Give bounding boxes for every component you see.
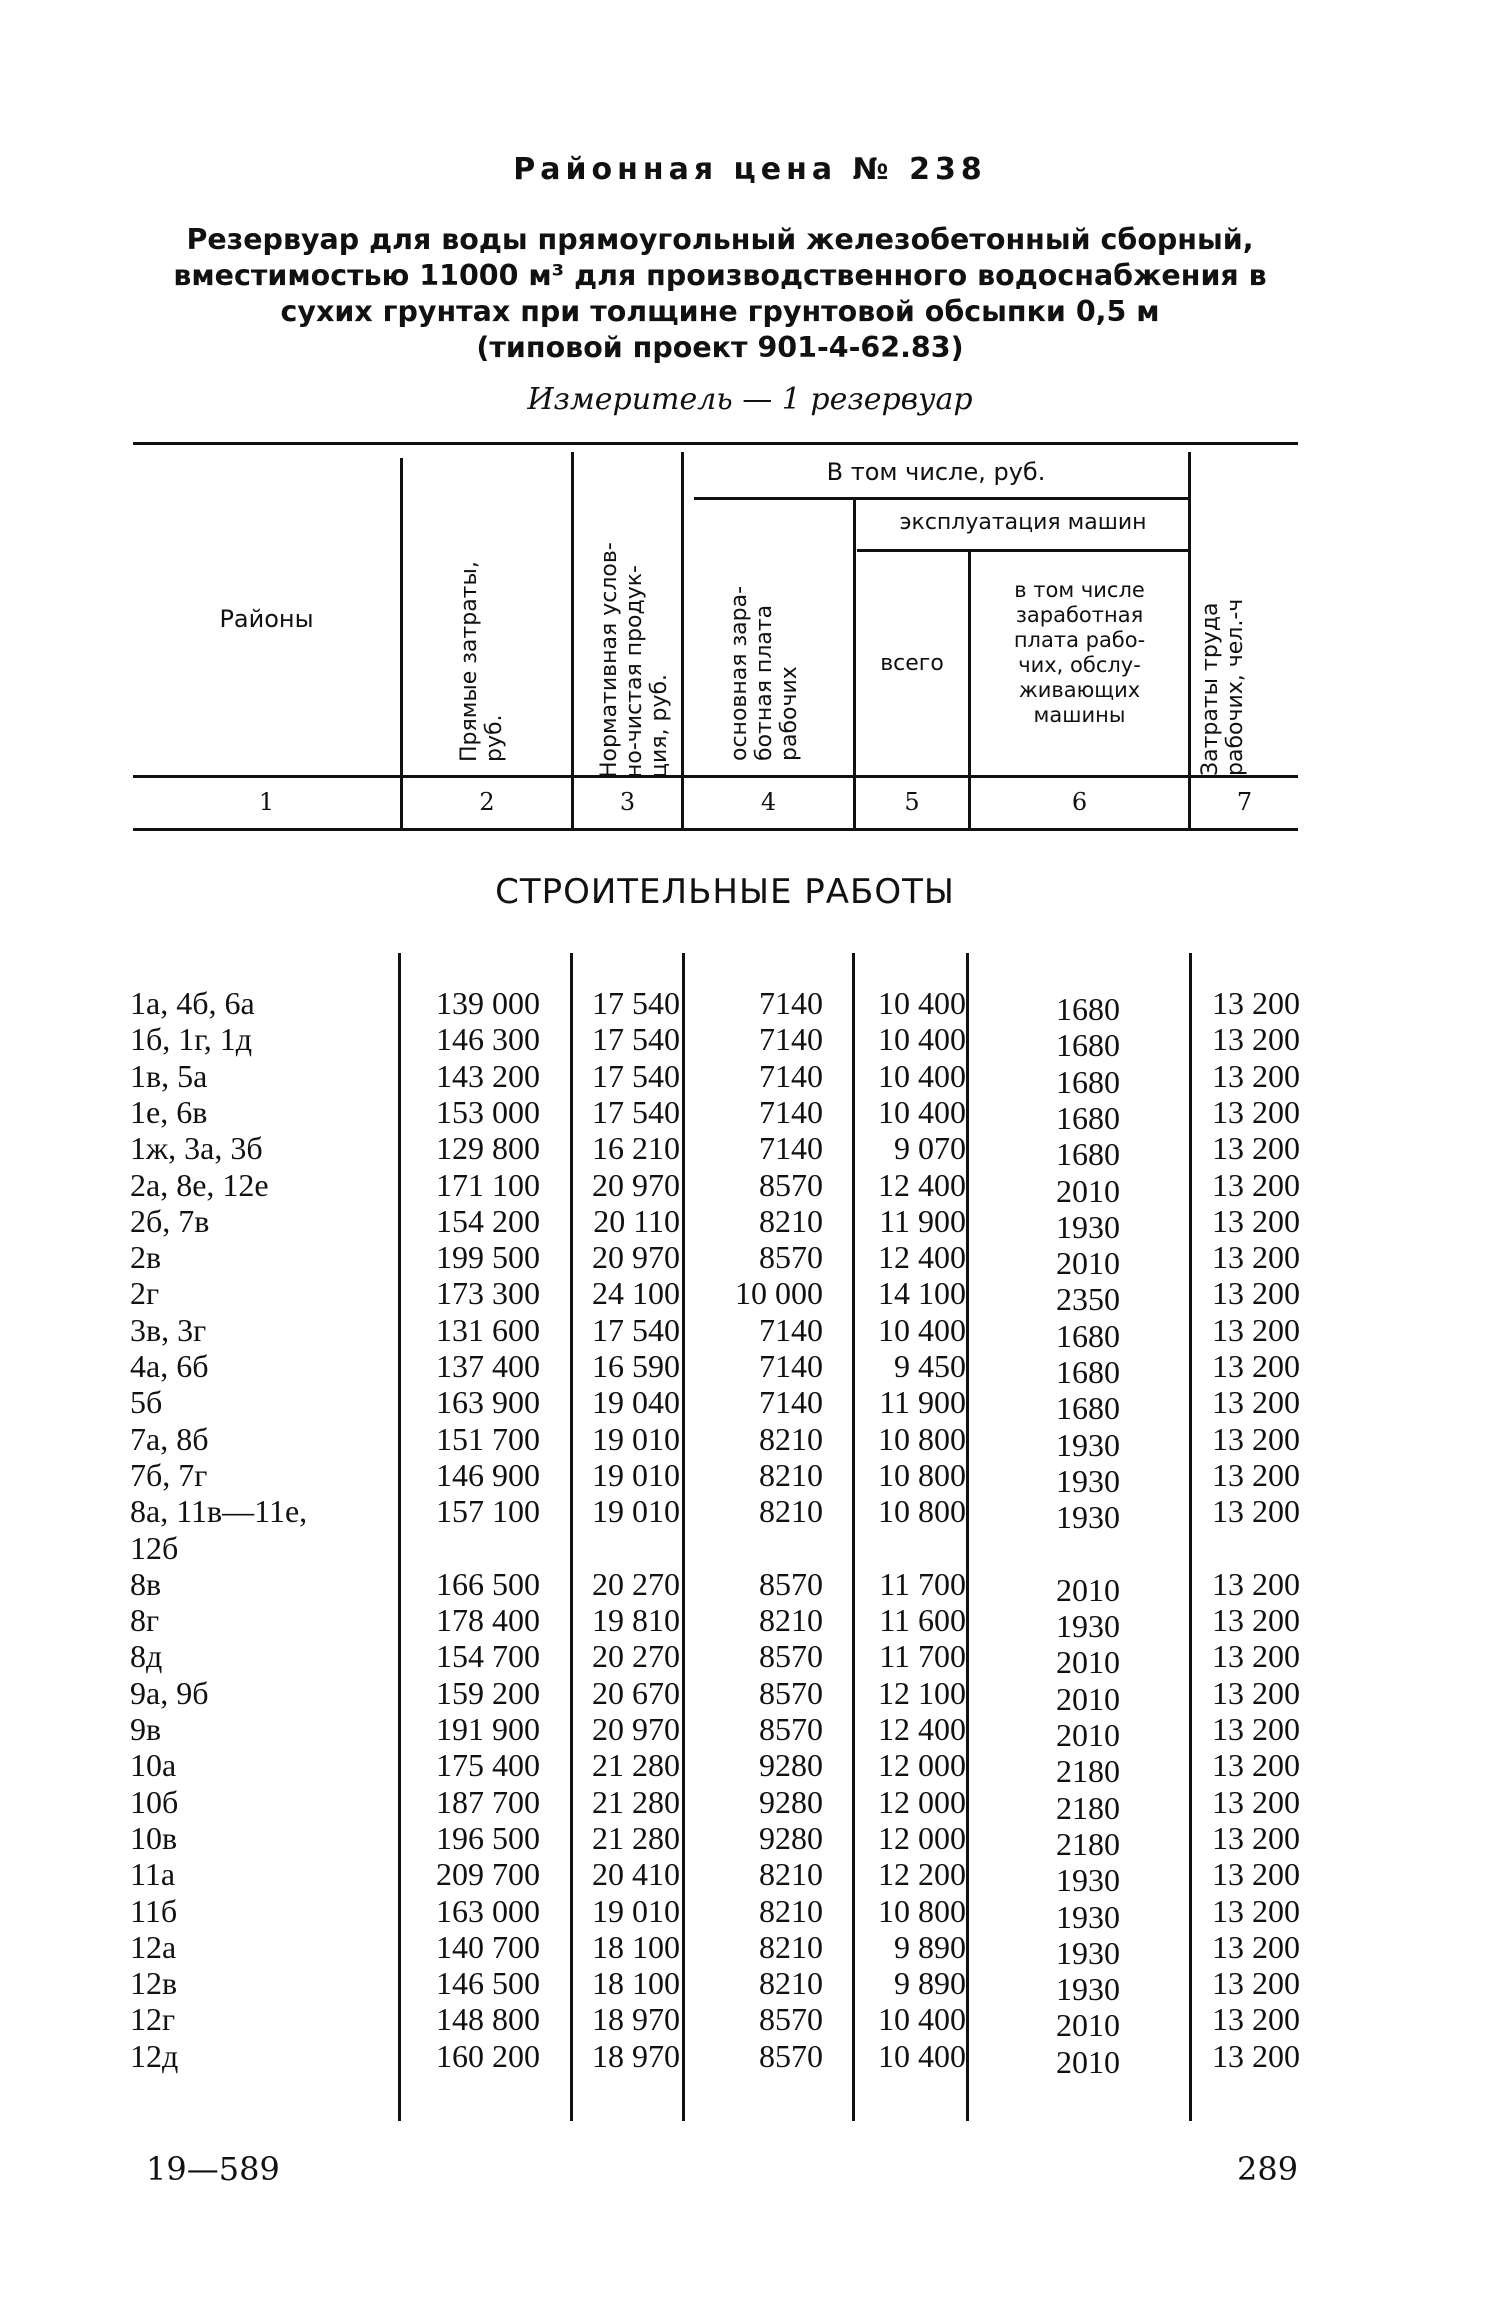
cell-normative-output: 21 280 (592, 1819, 680, 1856)
cell-base-wage: 10 000 (735, 1275, 823, 1312)
cell-direct-costs: 129 800 (436, 1130, 540, 1167)
cell-direct-costs: 163 000 (436, 1892, 540, 1929)
cell-normative-output: 17 540 (592, 1311, 680, 1348)
cell-region: 8г (130, 1602, 160, 1639)
cell-region: 7б, 7г (130, 1456, 208, 1493)
cell-normative-output: 20 270 (592, 1565, 680, 1602)
cell-region: 2в (130, 1239, 162, 1276)
cell-machine-wage: 1930 (1056, 1499, 1120, 1536)
cell-machine-total: 12 400 (878, 1711, 966, 1747)
cell-normative-output: 21 280 (592, 1747, 680, 1784)
cell-labor-costs: 13 200 (1212, 1311, 1300, 1348)
column-number: 2 (479, 788, 495, 816)
cell-labor-costs: 13 200 (1212, 1638, 1300, 1675)
cell-base-wage: 7140 (759, 1348, 823, 1384)
cell-machine-wage: 2180 (1056, 1789, 1120, 1826)
cell-direct-costs: 175 400 (436, 1747, 540, 1784)
cell-region: 7а, 8б (130, 1420, 209, 1457)
body-col-divider (966, 953, 969, 2121)
header-labor-costs: Затраты труда рабочих, чел.-ч (1198, 598, 1248, 776)
cell-direct-costs: 143 200 (436, 1057, 540, 1094)
cell-normative-output: 18 100 (592, 1965, 680, 2002)
header-machine-total: всего (880, 651, 944, 676)
cell-normative-output: 20 970 (592, 1166, 680, 1203)
subtitle-line: Резервуар для воды прямоугольный железобетонный сборный, (186, 223, 1254, 256)
cell-labor-costs: 13 200 (1212, 1093, 1300, 1130)
header-machine-operation: эксплуатация машин (899, 510, 1147, 535)
header-subrule-machines (857, 549, 1188, 552)
cell-machine-total: 10 400 (878, 1093, 966, 1130)
cell-base-wage: 8210 (759, 1856, 823, 1893)
cell-normative-output: 20 110 (593, 1202, 680, 1239)
cell-machine-wage: 1930 (1056, 1934, 1120, 1971)
cell-machine-wage: 2010 (1056, 1571, 1120, 1608)
cell-normative-output: 17 540 (592, 1093, 680, 1130)
cell-labor-costs: 13 200 (1212, 1348, 1300, 1384)
cell-base-wage: 8570 (759, 1166, 823, 1203)
cell-direct-costs: 163 900 (436, 1384, 540, 1421)
cell-labor-costs: 13 200 (1212, 1928, 1300, 1965)
cell-base-wage: 8210 (759, 1202, 823, 1239)
cell-normative-output: 19 040 (592, 1384, 680, 1421)
cell-normative-output: 19 810 (592, 1602, 680, 1639)
cell-machine-wage: 1680 (1056, 1099, 1120, 1136)
cell-region: 1е, 6в (130, 1093, 208, 1130)
header-subrule-including (694, 497, 1188, 500)
cell-machine-wage: 1680 (1056, 1354, 1120, 1390)
cell-region: 12а (130, 1928, 177, 1965)
cell-region: 12г (130, 2001, 176, 2038)
cell-base-wage: 8570 (759, 2037, 823, 2074)
cell-direct-costs: 140 700 (436, 1928, 540, 1965)
cell-region: 11б (130, 1892, 178, 1929)
cell-labor-costs: 13 200 (1212, 1130, 1300, 1167)
cell-normative-output: 19 010 (592, 1456, 680, 1493)
cell-machine-wage: 1930 (1056, 1971, 1120, 2008)
cell-machine-total: 12 000 (878, 1783, 966, 1820)
cell-machine-total: 9 070 (894, 1130, 966, 1167)
cell-machine-wage: 1680 (1056, 1063, 1120, 1100)
cell-base-wage: 8210 (759, 1456, 823, 1493)
cell-machine-wage: 2010 (1056, 1717, 1120, 1753)
cell-labor-costs: 13 200 (1212, 985, 1300, 1021)
cell-machine-wage: 1680 (1056, 1136, 1120, 1173)
cell-machine-total: 11 700 (879, 1638, 966, 1675)
cell-machine-total: 12 200 (878, 1856, 966, 1893)
cell-labor-costs: 13 200 (1212, 1384, 1300, 1421)
cell-direct-costs: 154 700 (436, 1638, 540, 1675)
cell-machine-wage: 1930 (1056, 1462, 1120, 1499)
cell-machine-wage: 2350 (1056, 1281, 1120, 1318)
cell-region: 5б (130, 1384, 163, 1421)
cell-direct-costs: 187 700 (436, 1783, 540, 1820)
cell-labor-costs: 13 200 (1212, 1420, 1300, 1457)
cell-normative-output: 18 970 (592, 2037, 680, 2074)
cell-machine-total: 11 900 (879, 1384, 966, 1421)
cell-labor-costs: 13 200 (1212, 1275, 1300, 1312)
cell-labor-costs: 13 200 (1212, 1202, 1300, 1239)
cell-region: 8в (130, 1565, 162, 1602)
cell-region: 1в, 5а (130, 1057, 208, 1094)
subtitle-line: сухих грунтах при толщине грунтовой обсыпки 0,5 м (280, 295, 1160, 328)
cell-normative-output: 18 100 (592, 1928, 680, 1965)
cell-direct-costs: 153 000 (436, 1093, 540, 1130)
cell-base-wage: 8210 (759, 1892, 823, 1929)
cell-direct-costs: 166 500 (436, 1565, 540, 1602)
cell-region: 10а (130, 1747, 177, 1784)
cell-direct-costs: 137 400 (436, 1348, 540, 1384)
cell-direct-costs: 154 200 (436, 1202, 540, 1239)
cell-direct-costs: 209 700 (436, 1856, 540, 1893)
cell-region: 4а, 6б (130, 1348, 209, 1384)
cell-base-wage: 8570 (759, 2001, 823, 2038)
cell-normative-output: 20 270 (592, 1638, 680, 1675)
cell-direct-costs: 171 100 (436, 1166, 540, 1203)
cell-normative-output: 20 970 (592, 1711, 680, 1747)
page-number: 289 (1237, 2150, 1299, 2188)
cell-labor-costs: 13 200 (1212, 1783, 1300, 1820)
cell-base-wage: 7140 (759, 1021, 823, 1058)
cell-base-wage: 8570 (759, 1638, 823, 1675)
cell-machine-wage: 1680 (1056, 1317, 1120, 1354)
cell-base-wage: 9280 (759, 1783, 823, 1820)
cell-machine-total: 14 100 (878, 1275, 966, 1312)
cell-machine-wage: 1930 (1056, 1862, 1120, 1899)
cell-direct-costs: 146 300 (436, 1021, 540, 1058)
cell-region: 9в (130, 1711, 162, 1747)
cell-region: 3в, 3г (130, 1311, 207, 1348)
cell-direct-costs: 191 900 (436, 1711, 540, 1747)
cell-machine-total: 11 900 (879, 1202, 966, 1239)
cell-labor-costs: 13 200 (1212, 1856, 1300, 1893)
cell-labor-costs: 13 200 (1212, 2037, 1300, 2074)
cell-machine-total: 12 400 (878, 1239, 966, 1276)
measure-unit: Измеритель — 1 резервуар (527, 382, 973, 417)
cell-machine-total: 10 400 (878, 2037, 966, 2074)
cell-machine-total: 10 800 (878, 1892, 966, 1929)
cell-region: 1ж, 3а, 3б (130, 1130, 263, 1167)
cell-normative-output: 17 540 (592, 985, 680, 1021)
cell-base-wage: 7140 (759, 1384, 823, 1421)
table-subtitle (140, 222, 1300, 366)
cell-machine-total: 12 000 (878, 1819, 966, 1856)
cell-base-wage: 9280 (759, 1747, 823, 1784)
cell-machine-wage: 1930 (1056, 1426, 1120, 1463)
body-col-divider (682, 953, 685, 2121)
header-base-wage: основная зара- ботная плата рабочих (727, 585, 802, 761)
cell-machine-wage: 1930 (1056, 1898, 1120, 1935)
cell-region: 12б (130, 1529, 179, 1566)
subtitle-line: вместимостью 11000 м³ для производственного водоснабжения в (173, 259, 1267, 292)
cell-labor-costs: 13 200 (1212, 1493, 1300, 1530)
body-col-divider (570, 953, 573, 2121)
header-col-divider (400, 458, 403, 828)
cell-machine-total: 9 450 (894, 1348, 966, 1384)
cell-machine-wage: 2010 (1056, 1644, 1120, 1681)
header-bottom-rule (133, 775, 1298, 778)
cell-machine-total: 9 890 (894, 1965, 966, 2002)
cell-direct-costs: 146 500 (436, 1965, 540, 2002)
body-col-divider (1189, 953, 1192, 2121)
subtitle-line: (типовой проект 901-4-62.83) (476, 331, 964, 364)
cell-machine-wage: 2010 (1056, 1680, 1120, 1717)
cell-region: 2г (130, 1275, 160, 1312)
header-direct-costs: Прямые затраты, руб. (457, 561, 507, 762)
cell-region: 12д (130, 2037, 179, 2074)
cell-direct-costs: 178 400 (436, 1602, 540, 1639)
cell-labor-costs: 13 200 (1212, 1674, 1300, 1711)
cell-labor-costs: 13 200 (1212, 1602, 1300, 1639)
cell-machine-total: 10 800 (878, 1493, 966, 1530)
body-col-divider (852, 953, 855, 2121)
cell-machine-total: 12 400 (878, 1166, 966, 1203)
column-number: 3 (619, 788, 636, 816)
cell-machine-wage: 2180 (1056, 1753, 1120, 1790)
colnum-bottom-rule (133, 828, 1298, 831)
header-col-divider (571, 452, 574, 828)
cell-base-wage: 8570 (759, 1674, 823, 1711)
cell-normative-output: 16 590 (592, 1348, 680, 1384)
cell-normative-output: 24 100 (592, 1275, 680, 1312)
cell-machine-total: 11 600 (879, 1602, 966, 1639)
body-col-divider (398, 953, 401, 2121)
cell-base-wage: 8210 (759, 1965, 823, 2002)
cell-direct-costs: 151 700 (436, 1420, 540, 1457)
cell-region: 12в (130, 1965, 178, 2002)
cell-direct-costs: 139 000 (436, 985, 540, 1021)
cell-normative-output: 19 010 (592, 1493, 680, 1530)
cell-region: 2б, 7в (130, 1202, 210, 1239)
cell-base-wage: 9280 (759, 1819, 823, 1856)
cell-labor-costs: 13 200 (1212, 1239, 1300, 1276)
cell-base-wage: 7140 (759, 985, 823, 1021)
cell-direct-costs: 157 100 (436, 1493, 540, 1530)
cell-base-wage: 8570 (759, 1239, 823, 1276)
cell-base-wage: 7140 (759, 1057, 823, 1094)
cell-base-wage: 8570 (759, 1565, 823, 1602)
header-regions: Районы (219, 605, 314, 633)
cell-direct-costs: 196 500 (436, 1819, 540, 1856)
cell-normative-output: 18 970 (592, 2001, 680, 2038)
column-number: 6 (1071, 788, 1088, 816)
cell-labor-costs: 13 200 (1212, 1965, 1300, 2002)
cell-base-wage: 7140 (759, 1311, 823, 1348)
header-top-rule (133, 442, 1298, 445)
column-number: 5 (904, 788, 920, 816)
cell-labor-costs: 13 200 (1212, 1892, 1300, 1929)
cell-labor-costs: 13 200 (1212, 1711, 1300, 1747)
cell-machine-total: 10 400 (878, 2001, 966, 2038)
cell-labor-costs: 13 200 (1212, 1166, 1300, 1203)
cell-region: 10б (130, 1783, 179, 1820)
cell-machine-wage: 1680 (1056, 991, 1120, 1027)
cell-base-wage: 8210 (759, 1602, 823, 1639)
cell-direct-costs: 173 300 (436, 1275, 540, 1312)
cell-direct-costs: 159 200 (436, 1674, 540, 1711)
column-number: 4 (760, 788, 777, 816)
cell-direct-costs: 199 500 (436, 1239, 540, 1276)
cell-normative-output: 17 540 (592, 1057, 680, 1094)
cell-direct-costs: 131 600 (436, 1311, 540, 1348)
cell-labor-costs: 13 200 (1212, 1819, 1300, 1856)
cell-normative-output: 19 010 (592, 1892, 680, 1929)
cell-region: 11а (130, 1856, 176, 1893)
cell-normative-output: 21 280 (592, 1783, 680, 1820)
cell-labor-costs: 13 200 (1212, 1456, 1300, 1493)
column-number: 7 (1236, 788, 1253, 816)
cell-machine-wage: 1680 (1056, 1027, 1120, 1064)
cell-base-wage: 8210 (759, 1928, 823, 1965)
cell-machine-total: 10 800 (878, 1456, 966, 1493)
cell-machine-wage: 2180 (1056, 1825, 1120, 1862)
footer-signature: 19—589 (146, 2150, 280, 2188)
cell-normative-output: 19 010 (592, 1420, 680, 1457)
cell-normative-output: 20 670 (592, 1674, 680, 1711)
page-title: Районная цена № 238 (513, 152, 987, 187)
cell-machine-total: 10 400 (878, 1021, 966, 1058)
cell-machine-total: 11 700 (879, 1565, 966, 1602)
cell-machine-wage: 1930 (1056, 1208, 1120, 1245)
cell-machine-total: 9 890 (894, 1928, 966, 1965)
cell-region: 9а, 9б (130, 1674, 209, 1711)
header-col-divider (681, 452, 684, 828)
cell-machine-wage: 1680 (1056, 1390, 1120, 1427)
cell-machine-total: 10 800 (878, 1420, 966, 1457)
cell-region: 8д (130, 1638, 163, 1675)
cell-labor-costs: 13 200 (1212, 1565, 1300, 1602)
cell-machine-total: 10 400 (878, 1311, 966, 1348)
cell-machine-total: 12 100 (878, 1674, 966, 1711)
cell-machine-wage: 1930 (1056, 1608, 1120, 1645)
header-normative-output: Нормативная услов- но-чистая продук- ция, руб. (597, 542, 672, 778)
cell-machine-wage: 2010 (1056, 1172, 1120, 1209)
cell-machine-total: 10 400 (878, 985, 966, 1021)
cell-direct-costs: 160 200 (436, 2037, 540, 2074)
cell-base-wage: 8570 (759, 1711, 823, 1747)
cell-base-wage: 8210 (759, 1493, 823, 1530)
cell-normative-output: 20 410 (592, 1856, 680, 1893)
cell-normative-output: 20 970 (592, 1239, 680, 1276)
cell-machine-wage: 2010 (1056, 2043, 1120, 2080)
cell-normative-output: 16 210 (592, 1130, 680, 1167)
cell-machine-wage: 2010 (1056, 2007, 1120, 2044)
header-machine-wage: в том числе заработная плата рабо- чих, обслу- живающих машины (1013, 578, 1146, 727)
cell-machine-total: 12 000 (878, 1747, 966, 1784)
cell-region: 2а, 8е, 12е (130, 1166, 269, 1203)
cell-labor-costs: 13 200 (1212, 1057, 1300, 1094)
cell-machine-wage: 2010 (1056, 1245, 1120, 1282)
cell-direct-costs: 146 900 (436, 1456, 540, 1493)
cell-normative-output: 17 540 (592, 1021, 680, 1058)
header-including: В том числе, руб. (826, 458, 1046, 486)
cell-direct-costs: 148 800 (436, 2001, 540, 2038)
section-heading: СТРОИТЕЛЬНЫЕ РАБОТЫ (495, 872, 955, 912)
cell-labor-costs: 13 200 (1212, 1021, 1300, 1058)
column-number: 1 (258, 788, 275, 816)
cell-labor-costs: 13 200 (1212, 2001, 1300, 2038)
cell-labor-costs: 13 200 (1212, 1747, 1300, 1784)
cell-region: 10в (130, 1819, 178, 1856)
cell-region: 8а, 11в—11е, (130, 1493, 308, 1530)
cell-region: 1а, 4б, 6а (130, 985, 255, 1021)
cell-region: 1б, 1г, 1д (130, 1021, 253, 1058)
cell-machine-total: 10 400 (878, 1057, 966, 1094)
cell-base-wage: 7140 (759, 1130, 823, 1167)
header-col-divider (1188, 452, 1191, 828)
cell-base-wage: 7140 (759, 1093, 823, 1130)
cell-base-wage: 8210 (759, 1420, 823, 1457)
